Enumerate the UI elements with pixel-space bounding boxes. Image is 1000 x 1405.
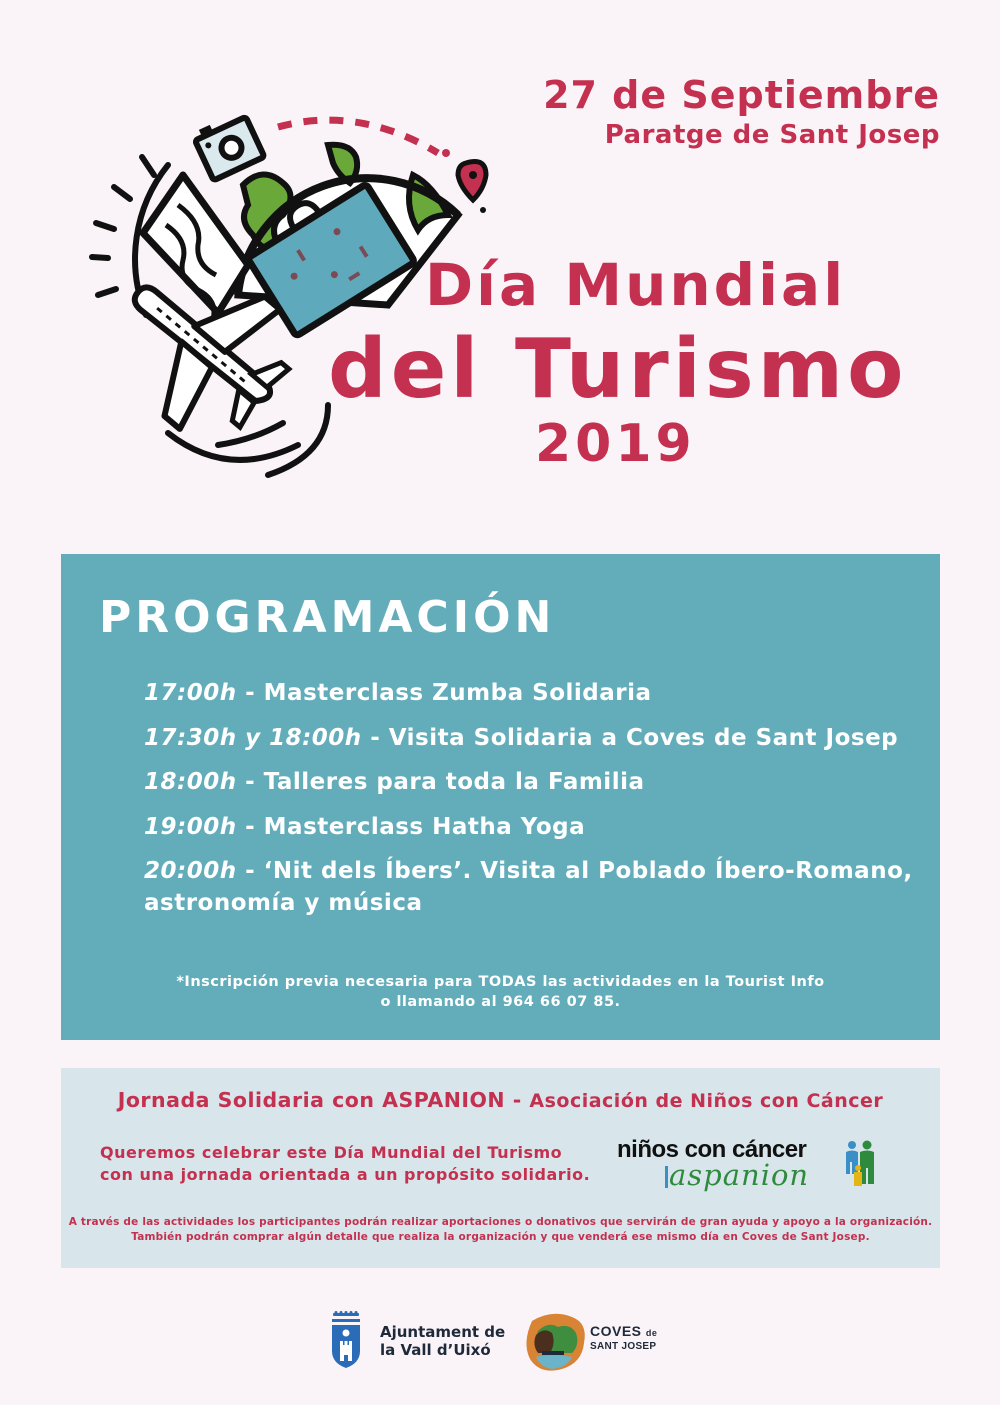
aspanion-logo-line-1: niños con cáncer [617,1136,807,1163]
program-item-time: 17:30h y 18:00h [144,724,362,751]
program-box [61,554,940,1040]
program-item [144,766,924,798]
solidarity-box [61,1068,940,1268]
solidarity-description [100,1142,590,1186]
coves-sant-josep-logo-icon [522,1309,588,1375]
program-item [144,811,924,843]
solidarity-heading [61,1088,940,1112]
solidarity-fine-print-line-1: A través de las actividades los participantes podrán realizar aportaciones o donativos que servirán de gran ayuda y apoyo a la organización. [68,1216,933,1228]
solidarity-description-line-1: Queremos celebrar este Día Mundial del Turismo [100,1143,563,1162]
program-item-activity: - Masterclass Hatha Yoga [236,813,586,840]
aspanion-logo-line-2: aspanion [669,1158,810,1192]
solidarity-heading-sub: Asociación de Niños con Cáncer [529,1090,884,1112]
program-item-time: 19:00h [144,813,237,840]
solidarity-fine-print [61,1215,940,1245]
coves-name-line-2: SANT JOSEP [590,1341,657,1352]
program-item [144,677,924,709]
event-location: Paratge de Sant Josep [604,120,940,150]
event-date-block [543,72,940,152]
camera-icon [192,110,265,181]
program-item-time: 20:00h [144,858,237,884]
program-list [144,677,924,932]
solidarity-description-line-2: con una jornada orientada a un propósito solidario. [100,1165,591,1184]
program-item-activity: - ‘Nit dels Íbers’. Visita al Poblado Íbero-Romano, astronomía y música [144,858,913,916]
aspanion-logo-bar-icon [665,1166,668,1188]
ajuntament-shield-icon [330,1311,362,1369]
program-item-time: 17:00h [144,680,237,706]
ajuntament-name-line-2: la Vall d’Uixó [380,1341,491,1359]
registration-note-line-1: *Inscripción previa necesaria para TODAS las actividades en la Tourist Info [176,974,825,990]
ajuntament-name [380,1323,505,1359]
program-item-activity: - Masterclass Zumba Solidaria [236,680,652,706]
registration-note-line-2: o llamando al 964 66 07 85. [380,994,621,1010]
sponsor-footer [0,1305,1000,1385]
program-item [144,855,924,919]
aspanion-logo [617,1136,879,1196]
coves-sant-josep-name [590,1325,657,1353]
program-item-activity: - Talleres para toda la Familia [236,769,645,795]
program-heading: PROGRAMACIÓN [99,592,556,643]
program-item-time: 18:00h [144,769,237,795]
coves-name-line-1: COVES de [590,1323,658,1339]
registration-note [61,972,940,1012]
solidarity-fine-print-line-2: También podrán comprar algún detalle que realiza la organización y que venderá ese mismo día en Coves de Sant Josep. [131,1231,870,1243]
title-year: 2019 [535,414,696,474]
event-date: 27 de Septiembre [543,73,940,117]
program-item-activity: - Visita Solidaria a Coves de Sant Josep [361,724,899,751]
solidarity-heading-main: Jornada Solidaria con ASPANION - [117,1088,530,1112]
title-line-1: Día Mundial [425,251,847,319]
ajuntament-name-line-1: Ajuntament de [380,1323,506,1341]
title-line-2: del Turismo [328,322,908,417]
route-dashed-line-icon [278,120,438,153]
family-figures-icon [842,1140,878,1188]
program-item [144,722,924,754]
location-pin-icon [458,162,486,214]
